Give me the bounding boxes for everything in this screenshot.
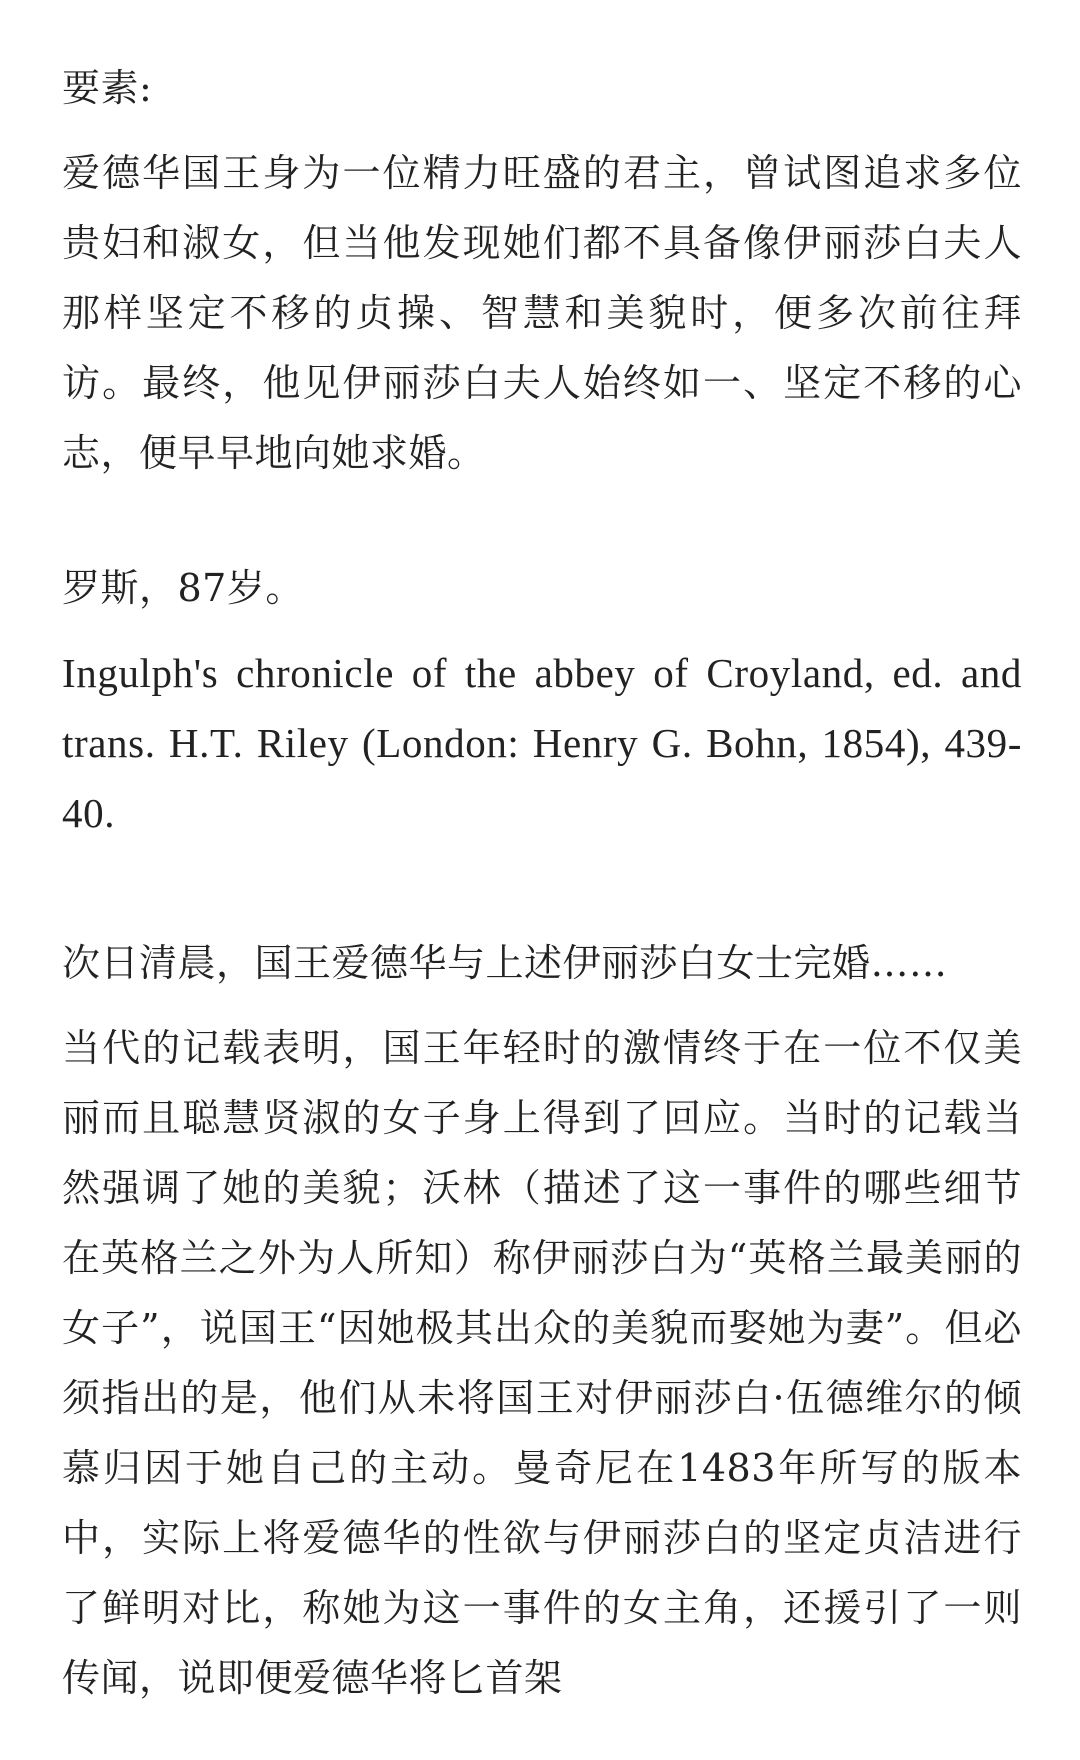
event-paragraph: 次日清晨，国王爱德华与上述伊丽莎白女士完婚…… xyxy=(62,941,948,985)
citation-author: 罗斯，87岁。 xyxy=(62,566,304,610)
section-label: 要素: xyxy=(62,66,153,110)
quote-paragraph: 爱德华国王身为一位精力旺盛的君主，曾试图追求多位贵妇和淑女，但当他发现她们都不具备像伊丽莎白夫人那样坚定不移的贞操、智慧和美貌时，便多次前往拜访。最终，他见伊丽莎白夫人始终如一、坚定不移的心志，便早早地向她求婚。 xyxy=(62,151,1022,475)
body-paragraph: 当代的记载表明，国王年轻时的激情终于在一位不仅美丽而且聪慧贤淑的女子身上得到了回应。当时的记载当然强调了她的美貌；沃林（描述了这一事件的哪些细节在英格兰之外为人所知）称伊丽莎白为“英格兰最美丽的女子”，说国王“因她极其出众的美貌而娶她为妻”。但必须指出的是，他们从未将国王对伊丽莎白·伍德维尔的倾慕归因于她自己的主动。曼奇尼在1483年所写的版本中，实际上将爱德华的性欲与伊丽莎白的坚定贞洁进行了鲜明对比，称她为这一事件的女主角，还援引了一则传闻，说即便爱德华将匕首架 xyxy=(62,1026,1022,1700)
citation-source: Ingulph's chronicle of the abbey of Croyland, ed. and trans. H.T. Riley (London: Henry G. Bohn, 1854), 439-40. xyxy=(62,650,1022,836)
